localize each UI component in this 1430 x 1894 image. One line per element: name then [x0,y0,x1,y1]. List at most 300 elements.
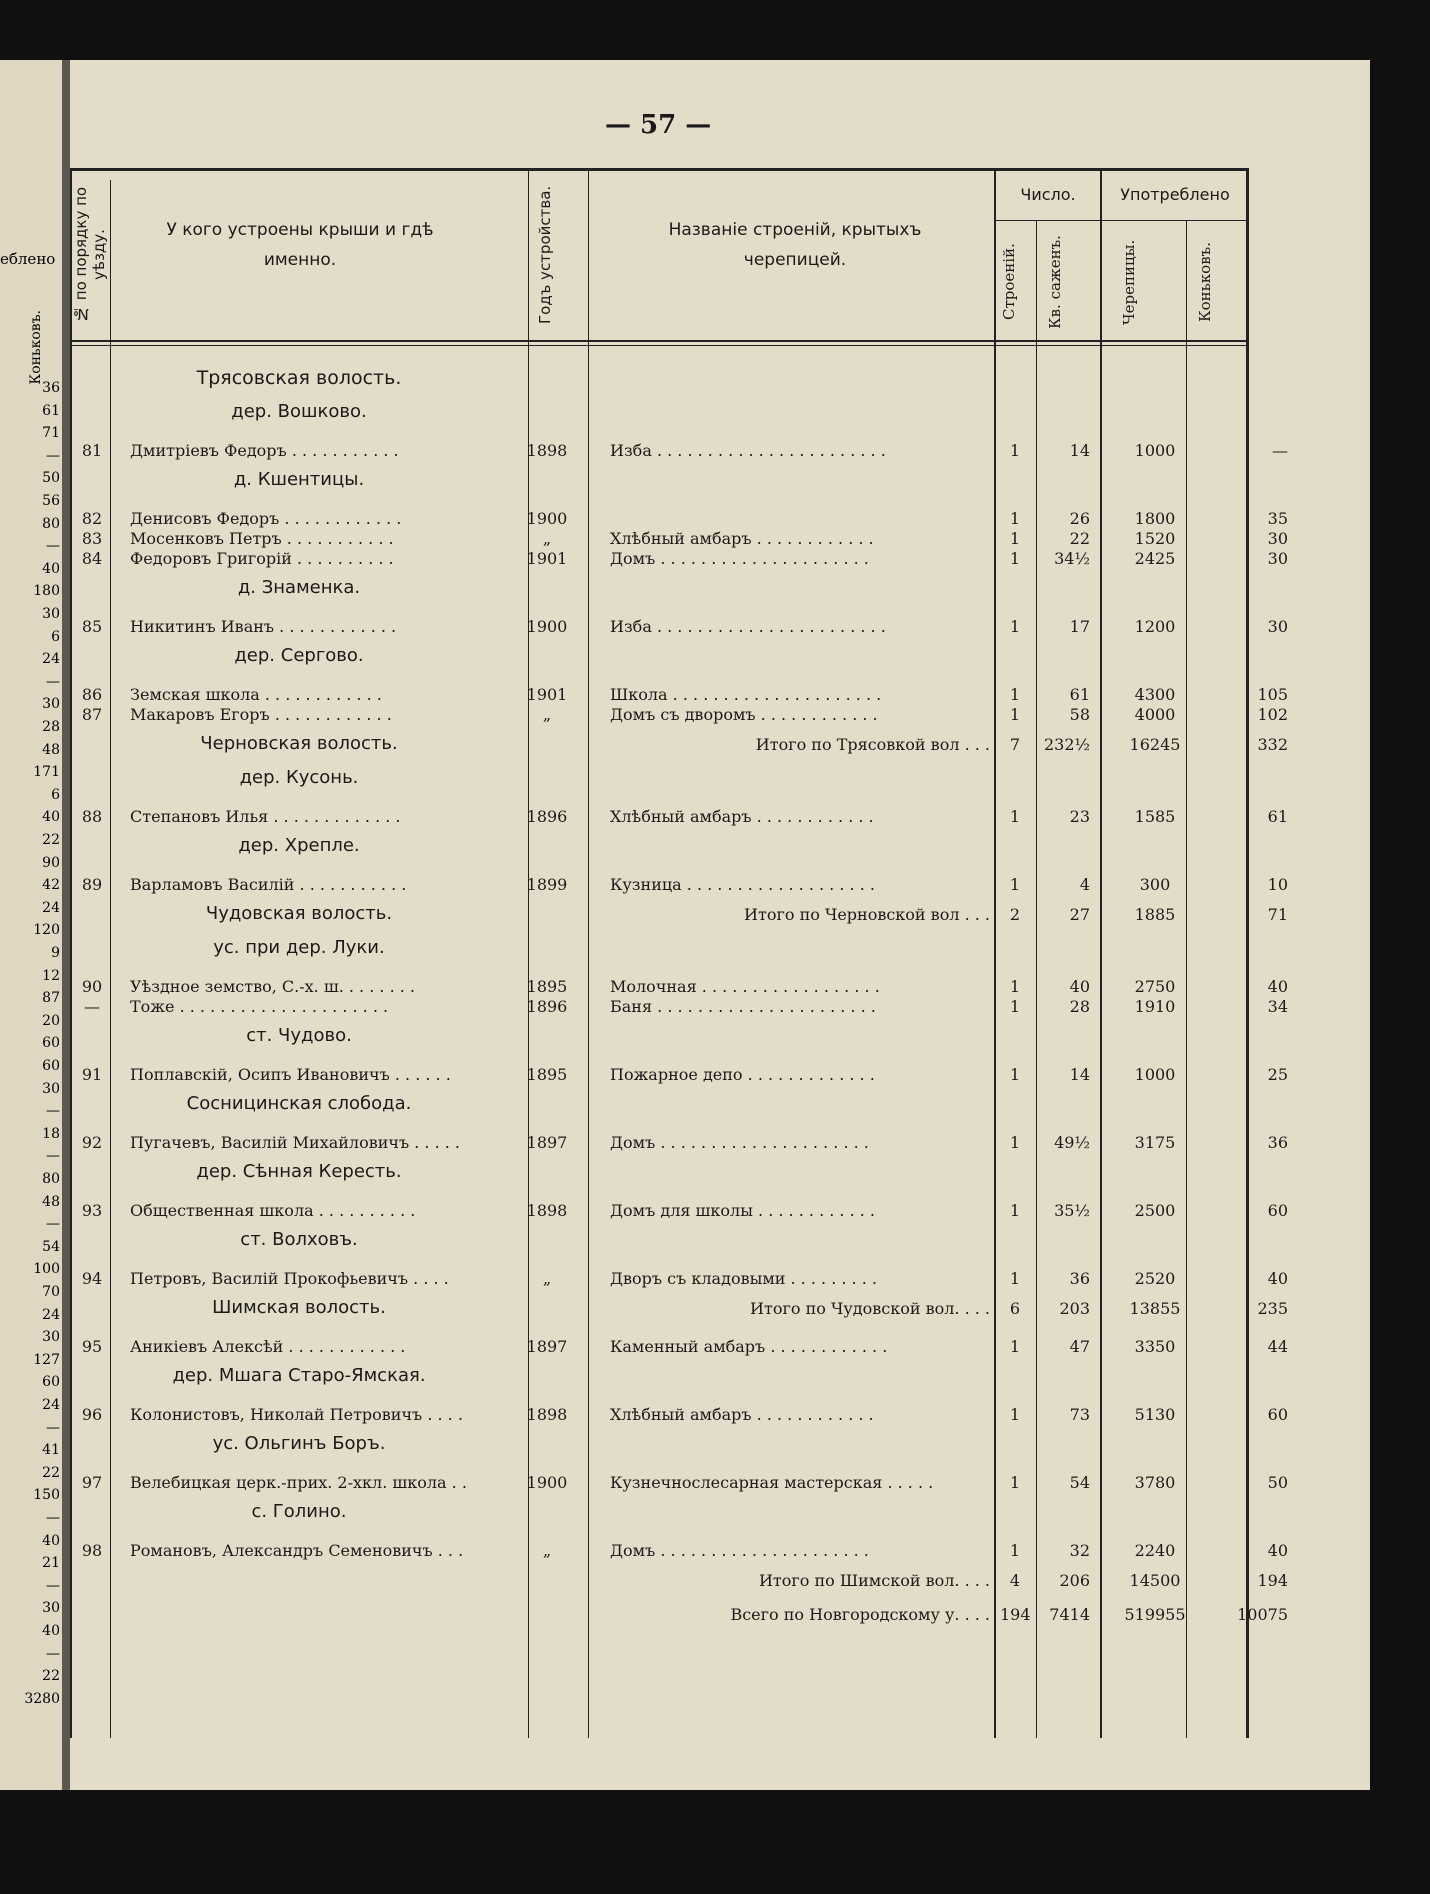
row-year: 1899 [526,875,568,894]
row-number: 91 [81,1065,103,1084]
row-ridges: 60 [1267,1201,1288,1220]
row-year: „ [542,529,552,548]
total-tiles: 519955 [1124,1605,1186,1624]
section-heading: Черновская волость. [200,733,398,754]
total-label: Итого по Чудовской вол. . . . [750,1299,990,1318]
table-row [70,1541,1370,1563]
table-row [70,875,1370,897]
row-area: 35½ [1054,1201,1090,1220]
left-page-number: 20 [42,1012,60,1029]
total-buildings-count: 2 [1009,905,1021,924]
row-ridges: 40 [1267,977,1288,996]
left-page-fragment [0,60,62,1790]
table-row [70,1065,1370,1087]
col-rule-right [1246,168,1249,1738]
section-heading: дер. Хрепле. [238,835,360,856]
row-tiles: 2425 [1134,549,1176,568]
left-page-number: — [46,1419,60,1436]
row-ridges: 25 [1267,1065,1288,1084]
row-building: Домъ съ дворомъ . . . . . . . . . . . . [610,705,878,724]
row-owner: Федоровъ Григорій . . . . . . . . . . [130,549,394,568]
row-number: 96 [81,1405,103,1424]
left-page-number: — [46,673,60,690]
row-year: „ [542,705,552,724]
row-tiles: 1520 [1134,529,1176,548]
row-number: 84 [81,549,103,568]
section-heading: Чудовская волость. [205,903,393,924]
row-year: 1897 [526,1133,568,1152]
document-page [70,60,1370,1790]
row-owner: Никитинъ Иванъ . . . . . . . . . . . . [130,617,397,636]
row-number: — [84,997,100,1016]
table-row [70,997,1370,1019]
row-area: 40 [1069,977,1090,996]
header-used-ridges: Коньковъ. [1196,242,1214,322]
row-buildings-count: 1 [1009,997,1021,1016]
row-tiles: 1910 [1134,997,1176,1016]
row-tiles: 3350 [1134,1337,1176,1356]
left-page-number: 41 [42,1442,60,1459]
total-label: Итого по Шимской вол. . . . [758,1571,990,1590]
total-label: Всего по Новгородскому у. . . . [730,1605,990,1624]
row-owner: Уѣздное земство, С.-х. ш. . . . . . . . [130,977,415,996]
left-page-number: 54 [42,1238,60,1255]
table-row [70,1337,1370,1359]
row-year: 1895 [526,977,568,996]
section-heading: Трясовская волость. [196,367,402,389]
left-page-number: 24 [42,1397,60,1413]
row-area: 73 [1069,1405,1090,1424]
row-buildings-count: 1 [1009,875,1021,894]
left-page-number: 24 [42,651,60,668]
row-ridges: 61 [1267,807,1288,826]
left-page-number: 6 [51,628,60,645]
row-buildings-count: 1 [1009,549,1021,568]
row-area: 28 [1069,997,1090,1016]
header-bottom-rule-2 [70,345,1248,346]
left-page-number: 171 [33,764,60,781]
total-ridges: 332 [1257,735,1288,754]
row-area: 17 [1069,617,1090,636]
left-page-number: 42 [42,877,60,894]
header-bottom-rule [70,340,1248,342]
row-buildings-count: 1 [1009,1405,1021,1424]
left-page-column-header: Коньковъ. [28,310,44,385]
row-tiles: 4000 [1134,705,1176,724]
row-area: 34½ [1054,549,1090,568]
table-row [70,549,1370,571]
row-buildings-count: 1 [1009,705,1021,724]
left-page-number: — [46,1577,60,1594]
row-number: 92 [81,1133,103,1152]
row-year: 1901 [526,685,568,704]
left-page-number: 80 [42,1171,60,1187]
left-page-number: 50 [42,470,60,487]
row-owner: Аникіевъ Алексѣй . . . . . . . . . . . . [130,1337,406,1356]
left-page-number: 90 [42,854,60,871]
row-owner: Петровъ, Василій Прокофьевичъ . . . . [130,1269,449,1288]
subheader-rule [996,220,1248,221]
total-area: 7414 [1049,1605,1090,1624]
left-page-number: 60 [42,1058,60,1074]
section-heading: ст. Волховъ. [240,1229,358,1250]
row-year: 1895 [526,1065,568,1084]
row-building: Домъ . . . . . . . . . . . . . . . . . . . . . [610,1133,869,1152]
row-number: 97 [81,1473,103,1492]
row-number: 82 [81,509,103,528]
row-building: Изба . . . . . . . . . . . . . . . . . . . . . . . [610,441,886,460]
row-ridges: 50 [1267,1473,1288,1492]
row-building: Кузница . . . . . . . . . . . . . . . . . . . [610,875,875,894]
row-area: 61 [1069,685,1090,704]
section-heading: дер. Вошково. [231,401,367,422]
total-area: 27 [1069,905,1090,924]
row-tiles: 1000 [1134,1065,1176,1084]
col-rule-count-left [994,168,996,1738]
header-used: Употреблено [1120,185,1230,204]
row-area: 14 [1069,1065,1090,1084]
row-building: Домъ для школы . . . . . . . . . . . . [610,1201,876,1220]
row-area: 26 [1069,509,1090,528]
row-area: 49½ [1054,1133,1090,1152]
total-area: 206 [1059,1571,1090,1590]
row-number: 86 [81,685,103,704]
left-page-number: 40 [42,560,60,577]
row-buildings-count: 1 [1009,807,1021,826]
left-page-number: 40 [42,809,60,826]
row-number: 90 [81,977,103,996]
section-heading: д. Знаменка. [237,577,361,598]
row-number: 85 [81,617,103,636]
row-buildings-count: 1 [1009,1133,1021,1152]
total-area: 232½ [1043,735,1090,754]
row-owner: Мосенковъ Петръ . . . . . . . . . . . [130,529,394,548]
table-row [70,1269,1370,1291]
left-page-number: — [46,1148,60,1165]
left-page-number: — [46,1510,60,1526]
row-building: Школа . . . . . . . . . . . . . . . . . . . . . [610,685,882,704]
section-heading: дер. Сѣнная Кересть. [196,1161,402,1182]
row-owner: Тоже . . . . . . . . . . . . . . . . . . . . . [130,997,389,1016]
left-page-number: 40 [42,1532,60,1549]
row-year: 1896 [526,807,568,826]
section-heading: дер. Кусонь. [239,767,359,788]
left-page-number: 61 [42,402,60,419]
total-row [70,1571,1370,1593]
row-owner: Колонистовъ, Николай Петровичъ . . . . [130,1405,463,1424]
row-tiles: 2750 [1134,977,1176,996]
row-area: 47 [1069,1337,1090,1356]
header-owner: У кого устроены крыши и гдѣ именно. [166,220,434,270]
header-count: Число. [1020,185,1076,204]
table-row [70,529,1370,551]
row-year: „ [542,1269,552,1288]
row-area: 32 [1069,1541,1090,1560]
row-ridges: 44 [1267,1337,1288,1356]
row-year: 1901 [526,549,568,568]
left-page-number: 24 [42,899,60,916]
row-area: 23 [1069,807,1090,826]
left-page-number: — [46,1216,60,1233]
left-page-number: 30 [42,1329,60,1346]
section-heading: ст. Чудово. [246,1025,352,1046]
table-row [70,977,1370,999]
table-row [70,807,1370,829]
row-area: 58 [1069,705,1090,724]
left-page-number: 60 [42,1035,60,1052]
row-number: 94 [81,1269,103,1288]
row-owner: Варламовъ Василій . . . . . . . . . . . [130,875,407,894]
row-buildings-count: 1 [1009,1269,1021,1288]
row-ridges: 35 [1267,509,1288,528]
table-row [70,1133,1370,1155]
row-ridges: 40 [1267,1541,1288,1560]
row-tiles: 2500 [1134,1201,1176,1220]
row-ridges: 30 [1267,549,1288,568]
left-page-number: 150 [33,1487,60,1504]
row-buildings-count: 1 [1009,1065,1021,1084]
left-page-number: 24 [42,1306,60,1323]
table-top-rule [70,168,1248,171]
row-ridges: 30 [1267,617,1288,636]
left-page-number: 48 [42,1193,60,1210]
row-buildings-count: 1 [1009,1201,1021,1220]
row-year: 1898 [526,1201,568,1220]
table-row [70,441,1370,463]
table-row [70,509,1370,531]
row-building: Домъ . . . . . . . . . . . . . . . . . . . . . [610,1541,869,1560]
row-buildings-count: 1 [1009,685,1021,704]
total-row [70,1299,1370,1321]
row-tiles: 3175 [1134,1133,1176,1152]
header-count-area: Кв. саженъ. [1046,235,1064,329]
row-building: Хлѣбный амбаръ . . . . . . . . . . . . [610,529,874,548]
row-year: 1896 [526,997,568,1016]
row-tiles: 1800 [1134,509,1176,528]
section-heading: ус. Ольгинъ Боръ. [212,1433,386,1454]
left-page-number: — [46,447,60,464]
row-area: 14 [1069,441,1090,460]
row-tiles: 2240 [1134,1541,1176,1560]
section-heading: дер. Мшага Старо-Ямская. [172,1365,426,1386]
row-building: Кузнечнослесарная мастерская . . . . . [610,1473,934,1492]
col-rule-year-right [588,168,589,1738]
row-number: 98 [81,1541,103,1560]
row-building: Хлѣбный амбаръ . . . . . . . . . . . . [610,807,874,826]
total-tiles: 13855 [1129,1299,1181,1318]
row-buildings-count: 1 [1009,1541,1021,1560]
left-page-number: 56 [42,493,60,509]
row-owner: Макаровъ Егоръ . . . . . . . . . . . . [130,705,392,724]
row-owner: Пугачевъ, Василій Михайловичъ . . . . . [130,1133,461,1152]
left-page-header: ебленo [0,250,56,268]
table-row [70,1201,1370,1223]
table-row [70,685,1370,707]
row-tiles: 3780 [1134,1473,1176,1492]
left-page-number: 30 [42,606,60,622]
row-year: „ [542,1541,552,1560]
total-label: Итого по Трясовкой вол . . . [755,735,990,754]
left-page-number: 70 [42,1284,60,1300]
row-tiles: 300 [1139,875,1171,894]
header-count-buildings: Строеній. [1000,243,1018,321]
row-number: 89 [81,875,103,894]
row-year: 1900 [526,509,568,528]
left-page-number: 9 [51,945,60,961]
header-used-tiles: Черепицы. [1120,239,1138,325]
total-label: Итого по Черновской вол . . . [744,905,990,924]
left-page-number: 100 [33,1261,60,1278]
book-gutter [62,60,70,1790]
left-page-number: — [46,1103,60,1120]
total-area: 203 [1059,1299,1090,1318]
table-row [70,705,1370,727]
total-ridges: 71 [1267,905,1288,924]
row-ridges: — [1272,441,1288,460]
row-tiles: 4300 [1134,685,1176,704]
row-building: Каменный амбаръ . . . . . . . . . . . . [610,1337,888,1356]
row-tiles: 1000 [1134,441,1176,460]
left-page-number: 60 [42,1374,60,1391]
left-page-number: 120 [33,922,60,939]
row-owner: Дмитріевъ Федоръ . . . . . . . . . . . [130,441,399,460]
row-owner: Земская школа . . . . . . . . . . . . [130,685,382,704]
total-ridges: 10075 [1237,1605,1288,1624]
row-building: Пожарное депо . . . . . . . . . . . . . [610,1065,875,1084]
total-buildings-count: 4 [1009,1571,1021,1590]
row-area: 22 [1069,529,1090,548]
row-number: 83 [81,529,103,548]
row-ridges: 102 [1257,705,1288,724]
total-row [70,905,1370,927]
section-heading: д. Кшентицы. [233,469,365,490]
left-page-number: 71 [42,425,60,442]
total-ridges: 235 [1257,1299,1288,1318]
row-year: 1898 [526,1405,568,1424]
row-building: Изба . . . . . . . . . . . . . . . . . . . . . . . [610,617,886,636]
left-page-number: 30 [42,696,60,713]
col-rule-used-left [1100,168,1102,1738]
left-page-number: 21 [42,1555,60,1572]
row-year: 1900 [526,617,568,636]
row-buildings-count: 1 [1009,529,1021,548]
table-row [70,617,1370,639]
left-page-number: 36 [42,380,60,396]
table-row [70,1473,1370,1495]
row-area: 36 [1069,1269,1090,1288]
table-row [70,1405,1370,1427]
row-ridges: 105 [1257,685,1288,704]
row-owner: Велебицкая церк.-прих. 2-хкл. школа . . [130,1473,467,1492]
total-buildings-count: 7 [1009,735,1021,754]
total-row [70,1605,1370,1627]
section-heading: дер. Сергово. [234,645,364,666]
total-ridges: 194 [1257,1571,1288,1590]
row-owner: Романовъ, Александръ Семеновичъ . . . [130,1541,464,1560]
row-owner: Общественная школа . . . . . . . . . . [130,1201,416,1220]
row-ridges: 34 [1267,997,1288,1016]
left-page-number: 22 [42,1464,60,1481]
left-page-number: 22 [42,832,60,848]
row-area: 54 [1069,1473,1090,1492]
left-page-number: 30 [42,1600,60,1617]
row-owner: Денисовъ Федоръ . . . . . . . . . . . . [130,509,402,528]
row-tiles: 1200 [1134,617,1176,636]
row-buildings-count: 1 [1009,977,1021,996]
total-tiles: 1885 [1134,905,1176,924]
left-page-number: 6 [51,786,60,803]
row-buildings-count: 1 [1009,441,1021,460]
row-tiles: 5130 [1134,1405,1176,1424]
section-heading: Сосницинская слобода. [186,1093,412,1114]
row-building: Дворъ съ кладовыми . . . . . . . . . [610,1269,877,1288]
page-number: — 57 — [605,110,712,140]
row-building: Домъ . . . . . . . . . . . . . . . . . . . . . [610,549,869,568]
left-page-number: 127 [33,1351,60,1368]
row-building: Хлѣбный амбаръ . . . . . . . . . . . . [610,1405,874,1424]
row-number: 81 [81,441,103,460]
total-buildings-count: 194 [1000,1605,1031,1624]
total-tiles: 16245 [1129,735,1181,754]
row-buildings-count: 1 [1009,509,1021,528]
total-tiles: 14500 [1129,1571,1181,1590]
header-building: Названіе строеній, крытыхъ черепицей. [668,220,922,270]
left-page-number: 87 [42,990,60,1007]
row-year: 1898 [526,441,568,460]
row-year: 1897 [526,1337,568,1356]
row-ridges: 30 [1267,529,1288,548]
header-number: № по порядку по уѣзду. [72,186,108,324]
left-page-number: 12 [42,967,60,984]
left-page-number: 18 [42,1125,60,1142]
row-year: 1900 [526,1473,568,1492]
total-row [70,735,1370,757]
section-heading: Шимская волость. [212,1297,386,1318]
left-page-number: 180 [33,583,60,600]
row-ridges: 40 [1267,1269,1288,1288]
row-ridges: 36 [1267,1133,1288,1152]
row-number: 88 [81,807,103,826]
left-page-number: 28 [42,719,60,735]
left-page-number: 80 [42,515,60,532]
row-number: 93 [81,1201,103,1220]
left-page-number: — [46,1645,60,1662]
left-page-number: — [46,538,60,555]
left-page-number: 40 [42,1623,60,1639]
left-page-number: 30 [42,1080,60,1097]
row-owner: Поплавскій, Осипъ Ивановичъ . . . . . . [130,1065,451,1084]
row-tiles: 2520 [1134,1269,1176,1288]
header-year: Годъ устройства. [536,185,554,325]
left-page-number: 48 [42,741,60,758]
row-number: 95 [81,1337,103,1356]
row-tiles: 1585 [1134,807,1176,826]
row-area: 4 [1079,875,1090,894]
col-rule-year-left [528,168,529,1738]
row-buildings-count: 1 [1009,1473,1021,1492]
section-heading: ус. при дер. Луки. [213,937,385,958]
row-building: Молочная . . . . . . . . . . . . . . . . . . [610,977,880,996]
left-page-number: 22 [42,1668,60,1685]
row-building: Баня . . . . . . . . . . . . . . . . . . . . . . [610,997,876,1016]
section-heading: с. Голино. [251,1501,347,1522]
left-page-number: 3280 [24,1690,60,1707]
row-ridges: 10 [1267,875,1288,894]
row-number: 87 [81,705,103,724]
row-ridges: 60 [1267,1405,1288,1424]
row-buildings-count: 1 [1009,1337,1021,1356]
row-owner: Степановъ Илья . . . . . . . . . . . . . [130,807,401,826]
